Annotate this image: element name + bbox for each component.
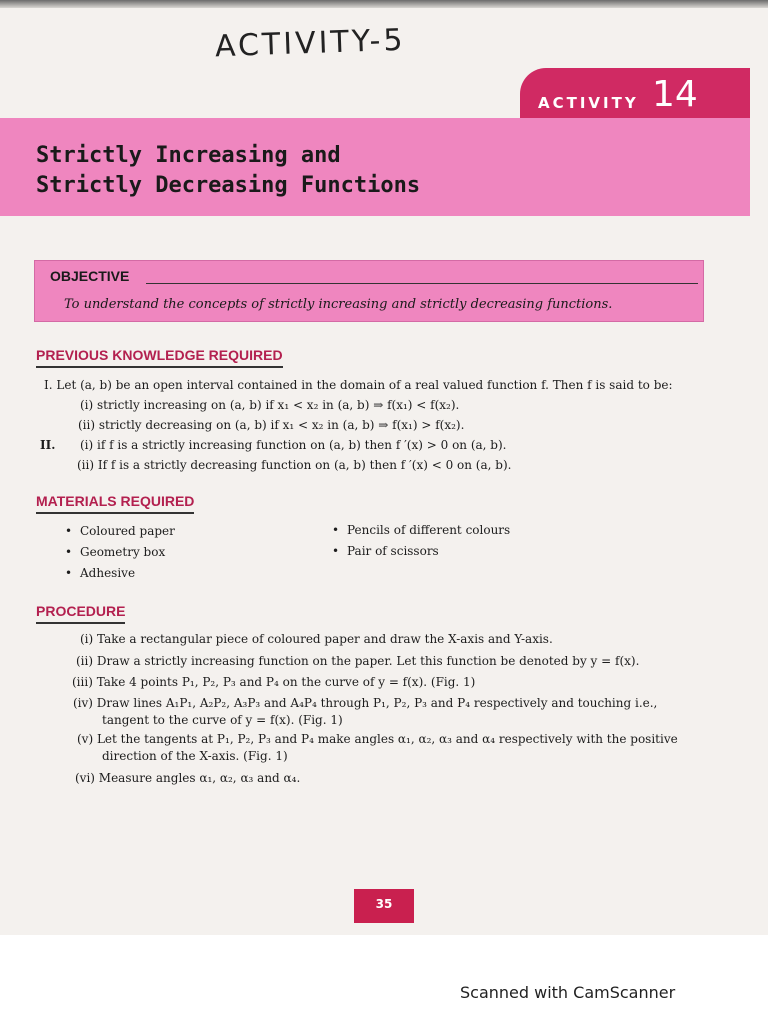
procedure-step: (v) Let the tangents at P₁, P₂, P₃ and P₄ make angles α₁, α₂, α₃ and α₄ respectively with the positive (77, 732, 678, 746)
scanner-watermark: Scanned with CamScanner (460, 983, 676, 1002)
material-item: • Geometry box (80, 545, 165, 559)
material-item: • Pencils of different colours (347, 523, 510, 537)
procedure-step-continued: direction of the X-axis. (Fig. 1) (102, 749, 288, 763)
procedure-step: (ii) Draw a strictly increasing function on the paper. Let this function be denoted by y = f(x). (76, 654, 640, 668)
knowledge-item: (ii) strictly decreasing on (a, b) if x₁ < x₂ in (a, b) ⇒ f(x₁) > f(x₂). (78, 418, 465, 432)
activity-number: 14 (652, 74, 698, 115)
knowledge-item-number: II. (40, 438, 56, 452)
material-item: • Adhesive (80, 566, 135, 580)
procedure-step: (iv) Draw lines A₁P₁, A₂P₂, A₃P₃ and A₄P₄ through P₁, P₂, P₃ and P₄ respectively and touching i.e., (73, 696, 658, 710)
objective-text: To understand the concepts of strictly increasing and strictly decreasing functions. (64, 297, 613, 312)
knowledge-item: (ii) If f is a strictly decreasing function on (a, b) then f ′(x) < 0 on (a, b). (77, 458, 512, 472)
procedure-step: (i) Take a rectangular piece of coloured paper and draw the X-axis and Y-axis. (80, 632, 553, 646)
procedure-step: (vi) Measure angles α₁, α₂, α₃ and α₄. (75, 771, 301, 785)
knowledge-item: (i) strictly increasing on (a, b) if x₁ < x₂ in (a, b) ⇒ f(x₁) < f(x₂). (80, 398, 460, 412)
objective-rule (146, 283, 698, 284)
procedure-step: (iii) Take 4 points P₁, P₂, P₃ and P₄ on the curve of y = f(x). (Fig. 1) (72, 675, 476, 689)
material-item: • Coloured paper (80, 524, 175, 538)
materials-heading: MATERIALS REQUIRED (36, 493, 194, 514)
page-number: 35 (375, 897, 393, 911)
procedure-step-continued: tangent to the curve of y = f(x). (Fig. 1) (102, 713, 343, 727)
previous-knowledge-heading: PREVIOUS KNOWLEDGE REQUIRED (36, 347, 283, 368)
title-line-2: Strictly Decreasing Functions (36, 173, 421, 198)
title-line-1: Strictly Increasing and (36, 143, 341, 168)
procedure-heading: PROCEDURE (36, 603, 125, 624)
handwritten-note: ACTIVITY-5 (214, 22, 407, 65)
page-title (36, 141, 420, 201)
page-number-badge (354, 889, 414, 923)
material-item: • Pair of scissors (347, 544, 439, 558)
knowledge-item: I. Let (a, b) be an open interval contained in the domain of a real valued function f. Then f is said to be: (44, 378, 673, 392)
objective-heading: OBJECTIVE (50, 268, 130, 284)
knowledge-item: (i) if f is a strictly increasing function on (a, b) then f ′(x) > 0 on (a, b). (80, 438, 507, 452)
objective-box (34, 260, 704, 322)
activity-label: ACTIVITY (538, 94, 639, 112)
paper-top-shadow (0, 0, 768, 8)
